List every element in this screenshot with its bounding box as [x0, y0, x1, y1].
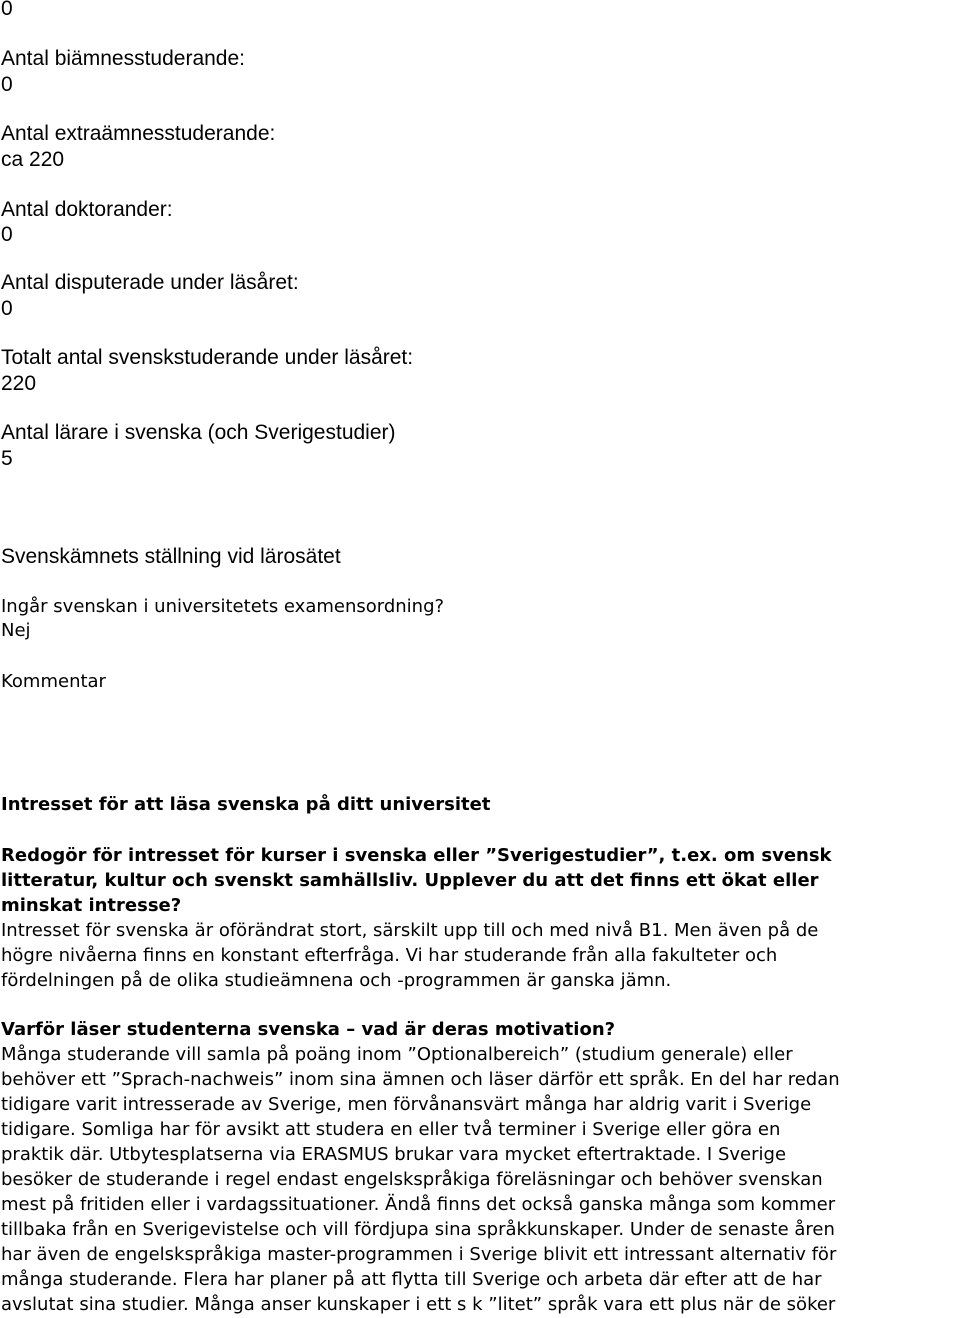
- stat-value-top: 0: [1, 0, 13, 20]
- motivation-answer: [1, 1042, 959, 1317]
- stat-label-biamne: Antal biämnesstuderande:: [1, 47, 245, 70]
- stat-label-extraamne: Antal extraämnesstuderande:: [1, 122, 276, 145]
- stat-label-doktorander: Antal doktorander:: [1, 198, 173, 221]
- motivation-line: mest på fritiden eller i vardagssituationer. Ändå finns det också ganska många som kommer: [1, 1194, 836, 1215]
- motivation-line: avslutat sina studier. Många anser kunskaper i ett s k ”litet” språk vara ett plus när de söker: [1, 1294, 836, 1315]
- interest-answer-line: högre nivåerna finns en konstant efterfråga. Vi har studerande från alla fakulteter och: [1, 945, 778, 966]
- stat-value-larare: 5: [1, 447, 13, 470]
- stat-value-disputerade: 0: [1, 297, 13, 320]
- comment-label: Kommentar: [1, 671, 106, 692]
- motivation-line: tidigare varit intresserade av Sverige, men förvånansvärt många har aldrig varit i Sverige: [1, 1094, 812, 1115]
- stat-label-larare: Antal lärare i svenska (och Sverigestudier): [1, 421, 396, 444]
- stat-label-totalt: Totalt antal svenskstuderande under läsåret:: [1, 346, 414, 369]
- interest-answer: [1, 918, 959, 993]
- motivation-line: många studerande. Flera har planer på att flytta till Sverige och arbeta där efter att de har: [1, 1269, 822, 1290]
- motivation-line: behöver ett ”Sprach-nachweis” inom sina ämnen och läser därför ett språk. En del har redan: [1, 1069, 840, 1090]
- stat-value-extraamne: ca 220: [1, 148, 65, 171]
- interest-answer-line: fördelningen på de olika studieämnena och -programmen är ganska jämn.: [1, 970, 672, 991]
- stat-value-biamne: 0: [1, 73, 13, 96]
- motivation-line: tidigare. Somliga har för avsikt att studera en eller två terminer i Sverige eller göra en: [1, 1119, 781, 1140]
- motivation-line: praktik där. Utbytesplatserna via ERASMUS brukar vara mycket eftertraktade. I Sverige: [1, 1144, 787, 1165]
- interest-answer-line: Intresset för svenska är oförändrat stort, särskilt upp till och med nivå B1. Men även på de: [1, 920, 819, 941]
- motivation-line: tillbaka från en Sverigevistelse och vill fördjupa sina språkkunskaper. Under de senaste åren: [1, 1219, 835, 1240]
- interest-prompt: [1, 843, 959, 918]
- interest-prompt-line: minskat intresse?: [1, 895, 182, 916]
- section-heading-motivation: Varför läser studenterna svenska – vad är deras motivation?: [1, 1019, 616, 1040]
- section-heading-interest: Intresset för att läsa svenska på ditt universitet: [1, 794, 491, 815]
- motivation-line: Många studerande vill samla på poäng inom ”Optionalbereich” (studium generale) eller: [1, 1044, 793, 1065]
- motivation-line: besöker de studerande i regel endast engelskspråkiga föreläsningar och behöver svenskan: [1, 1169, 823, 1190]
- motivation-line: har även de engelskspråkiga master-programmen i Sverige blivit ett intressant alternativ för: [1, 1244, 837, 1265]
- interest-prompt-line: Redogör för intresset för kurser i svenska eller ”Sverigestudier”, t.ex. om svensk: [1, 845, 832, 866]
- status-question: Ingår svenskan i universitetets examensordning?: [1, 596, 445, 617]
- stat-label-disputerade: Antal disputerade under läsåret:: [1, 271, 299, 294]
- status-answer: Nej: [1, 620, 31, 641]
- stat-value-totalt: 220: [1, 372, 37, 395]
- interest-prompt-line: litteratur, kultur och svenskt samhällsliv. Upplever du att det finns ett ökat eller: [1, 870, 819, 891]
- section-heading-status: Svenskämnets ställning vid lärosätet: [1, 545, 341, 568]
- stat-value-doktorander: 0: [1, 223, 13, 246]
